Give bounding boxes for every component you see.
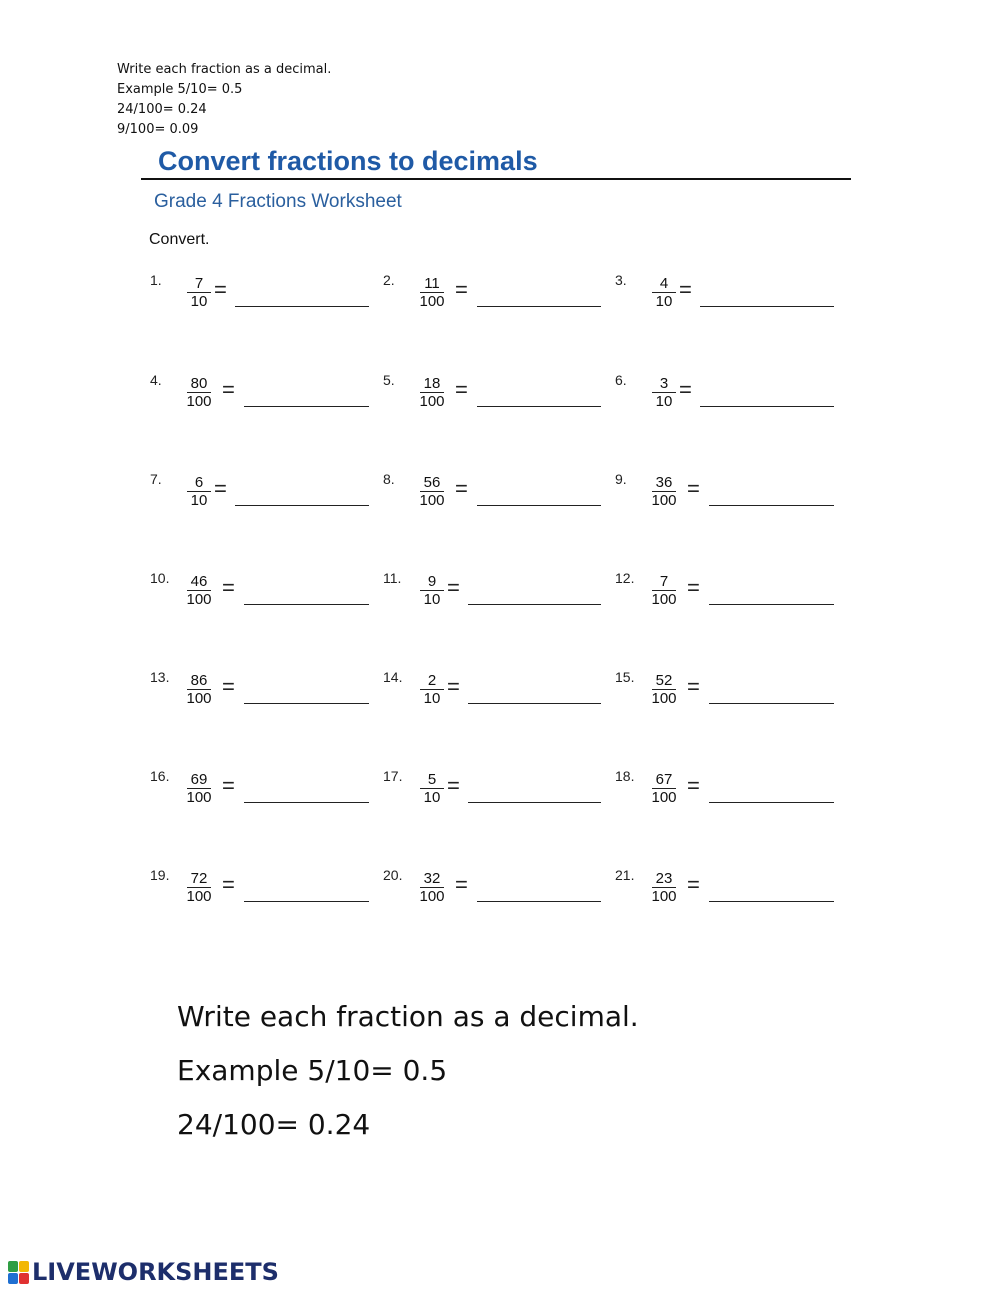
convert-instruction: Convert. — [149, 231, 210, 248]
numerator: 67 — [652, 771, 676, 789]
answer-blank[interactable] — [709, 703, 834, 704]
fraction — [182, 275, 216, 311]
answer-blank[interactable] — [244, 901, 369, 902]
answer-blank[interactable] — [477, 306, 601, 307]
answer-blank[interactable] — [244, 406, 369, 407]
equals-sign: = — [222, 575, 235, 600]
fraction — [647, 771, 681, 807]
numerator: 86 — [187, 672, 211, 690]
problem-number: 13. — [150, 669, 170, 685]
fraction — [415, 870, 449, 906]
denominator: 100 — [186, 393, 212, 410]
problem-number: 6. — [615, 372, 627, 388]
problem-number: 8. — [383, 471, 395, 487]
numerator: 7 — [187, 275, 211, 293]
example-line: 24/100= 0.24 — [177, 1108, 371, 1141]
liveworksheets-logo — [8, 1258, 279, 1286]
problem-number: 1. — [150, 272, 162, 288]
answer-blank[interactable] — [700, 406, 834, 407]
equals-sign: = — [679, 277, 692, 302]
denominator: 100 — [419, 888, 445, 905]
numerator: 69 — [187, 771, 211, 789]
fraction — [182, 870, 216, 906]
problem-number: 19. — [150, 867, 170, 883]
equals-sign: = — [455, 277, 468, 302]
problem-item — [383, 867, 601, 917]
equals-sign: = — [222, 872, 235, 897]
denominator: 100 — [186, 888, 212, 905]
fraction — [182, 672, 216, 708]
numerator: 3 — [652, 375, 676, 393]
equals-sign: = — [447, 773, 460, 798]
answer-blank[interactable] — [244, 604, 369, 605]
denominator: 10 — [655, 393, 673, 410]
problem-item — [615, 471, 834, 521]
instruction-line: Write each fraction as a decimal. — [117, 62, 332, 77]
denominator: 10 — [190, 293, 208, 310]
denominator: 100 — [651, 888, 677, 905]
fraction — [415, 275, 449, 311]
fraction — [182, 573, 216, 609]
answer-blank[interactable] — [468, 604, 601, 605]
numerator: 5 — [420, 771, 444, 789]
fraction — [415, 573, 449, 609]
brand-name: LIVEWORKSHEETS — [32, 1258, 279, 1286]
numerator: 46 — [187, 573, 211, 591]
problem-item — [150, 471, 369, 521]
problem-item — [383, 669, 601, 719]
fraction — [647, 275, 681, 311]
answer-blank[interactable] — [468, 703, 601, 704]
logo-square — [8, 1261, 18, 1272]
worksheet-title: Convert fractions to decimals — [158, 146, 538, 176]
problem-item — [615, 372, 834, 422]
fraction — [647, 573, 681, 609]
problem-number: 10. — [150, 570, 170, 586]
fraction — [415, 672, 449, 708]
problem-item — [150, 768, 369, 818]
answer-blank[interactable] — [477, 406, 601, 407]
numerator: 56 — [420, 474, 444, 492]
problem-number: 12. — [615, 570, 635, 586]
problem-number: 20. — [383, 867, 403, 883]
denominator: 100 — [186, 591, 212, 608]
denominator: 10 — [423, 591, 441, 608]
problem-number: 5. — [383, 372, 395, 388]
problem-number: 18. — [615, 768, 635, 784]
denominator: 100 — [419, 393, 445, 410]
fraction — [182, 375, 216, 411]
logo-square — [8, 1273, 18, 1284]
denominator: 100 — [186, 690, 212, 707]
problem-number: 14. — [383, 669, 403, 685]
example-line: Example 5/10= 0.5 — [177, 1054, 448, 1087]
problem-item — [615, 272, 834, 322]
numerator: 11 — [420, 275, 444, 293]
problem-item — [615, 867, 834, 917]
fraction — [415, 771, 449, 807]
numerator: 36 — [652, 474, 676, 492]
numerator: 72 — [187, 870, 211, 888]
denominator: 100 — [651, 591, 677, 608]
answer-blank[interactable] — [700, 306, 834, 307]
answer-blank[interactable] — [477, 901, 601, 902]
numerator: 7 — [652, 573, 676, 591]
problem-item — [383, 372, 601, 422]
equals-sign: = — [447, 674, 460, 699]
bottom-instructions — [177, 990, 639, 1152]
equals-sign: = — [687, 773, 700, 798]
equals-sign: = — [679, 377, 692, 402]
example-line: 24/100= 0.24 — [117, 102, 207, 117]
equals-sign: = — [214, 476, 227, 501]
fraction — [647, 870, 681, 906]
problem-number: 21. — [615, 867, 635, 883]
equals-sign: = — [455, 476, 468, 501]
logo-square — [19, 1261, 29, 1272]
denominator: 10 — [190, 492, 208, 509]
numerator: 32 — [420, 870, 444, 888]
equals-sign: = — [222, 377, 235, 402]
problem-item — [383, 272, 601, 322]
denominator: 100 — [651, 492, 677, 509]
fraction — [647, 672, 681, 708]
problem-item — [615, 570, 834, 620]
equals-sign: = — [687, 674, 700, 699]
numerator: 23 — [652, 870, 676, 888]
equals-sign: = — [222, 674, 235, 699]
problem-item — [150, 867, 369, 917]
problem-number: 2. — [383, 272, 395, 288]
answer-blank[interactable] — [235, 306, 369, 307]
problem-number: 17. — [383, 768, 403, 784]
problem-item — [383, 768, 601, 818]
answer-blank[interactable] — [709, 802, 834, 803]
problem-number: 4. — [150, 372, 162, 388]
denominator: 100 — [651, 789, 677, 806]
denominator: 100 — [651, 690, 677, 707]
example-line: 9/100= 0.09 — [117, 122, 199, 137]
worksheet-subtitle: Grade 4 Fractions Worksheet — [154, 191, 402, 212]
problem-number: 15. — [615, 669, 635, 685]
problem-item — [150, 669, 369, 719]
answer-blank[interactable] — [709, 505, 834, 506]
answer-blank[interactable] — [709, 604, 834, 605]
problem-number: 16. — [150, 768, 170, 784]
instruction-line: Write each fraction as a decimal. — [177, 1000, 639, 1033]
answer-blank[interactable] — [477, 505, 601, 506]
denominator: 100 — [419, 492, 445, 509]
denominator: 100 — [186, 789, 212, 806]
fraction — [182, 474, 216, 510]
denominator: 10 — [423, 789, 441, 806]
equals-sign: = — [455, 377, 468, 402]
problem-item — [150, 272, 369, 322]
problem-item — [150, 570, 369, 620]
logo-icon — [8, 1261, 29, 1284]
problem-number: 3. — [615, 272, 627, 288]
equals-sign: = — [687, 476, 700, 501]
answer-blank[interactable] — [244, 802, 369, 803]
answer-blank[interactable] — [235, 505, 369, 506]
problem-item — [615, 669, 834, 719]
fraction — [647, 474, 681, 510]
problem-item — [383, 471, 601, 521]
numerator: 18 — [420, 375, 444, 393]
numerator: 52 — [652, 672, 676, 690]
problem-number: 9. — [615, 471, 627, 487]
fraction — [647, 375, 681, 411]
denominator: 10 — [655, 293, 673, 310]
equals-sign: = — [222, 773, 235, 798]
answer-blank[interactable] — [244, 703, 369, 704]
denominator: 10 — [423, 690, 441, 707]
title-divider — [141, 178, 851, 180]
problem-number: 11. — [383, 570, 402, 586]
fraction — [182, 771, 216, 807]
problem-number: 7. — [150, 471, 162, 487]
numerator: 80 — [187, 375, 211, 393]
problem-item — [615, 768, 834, 818]
example-line: Example 5/10= 0.5 — [117, 82, 243, 97]
numerator: 6 — [187, 474, 211, 492]
logo-square — [19, 1273, 29, 1284]
equals-sign: = — [447, 575, 460, 600]
numerator: 4 — [652, 275, 676, 293]
equals-sign: = — [687, 575, 700, 600]
numerator: 2 — [420, 672, 444, 690]
equals-sign: = — [214, 277, 227, 302]
answer-blank[interactable] — [709, 901, 834, 902]
fraction — [415, 474, 449, 510]
denominator: 100 — [419, 293, 445, 310]
equals-sign: = — [687, 872, 700, 897]
numerator: 9 — [420, 573, 444, 591]
fraction — [415, 375, 449, 411]
top-instructions — [117, 60, 331, 140]
problem-item — [150, 372, 369, 422]
equals-sign: = — [455, 872, 468, 897]
problem-item — [383, 570, 601, 620]
answer-blank[interactable] — [468, 802, 601, 803]
